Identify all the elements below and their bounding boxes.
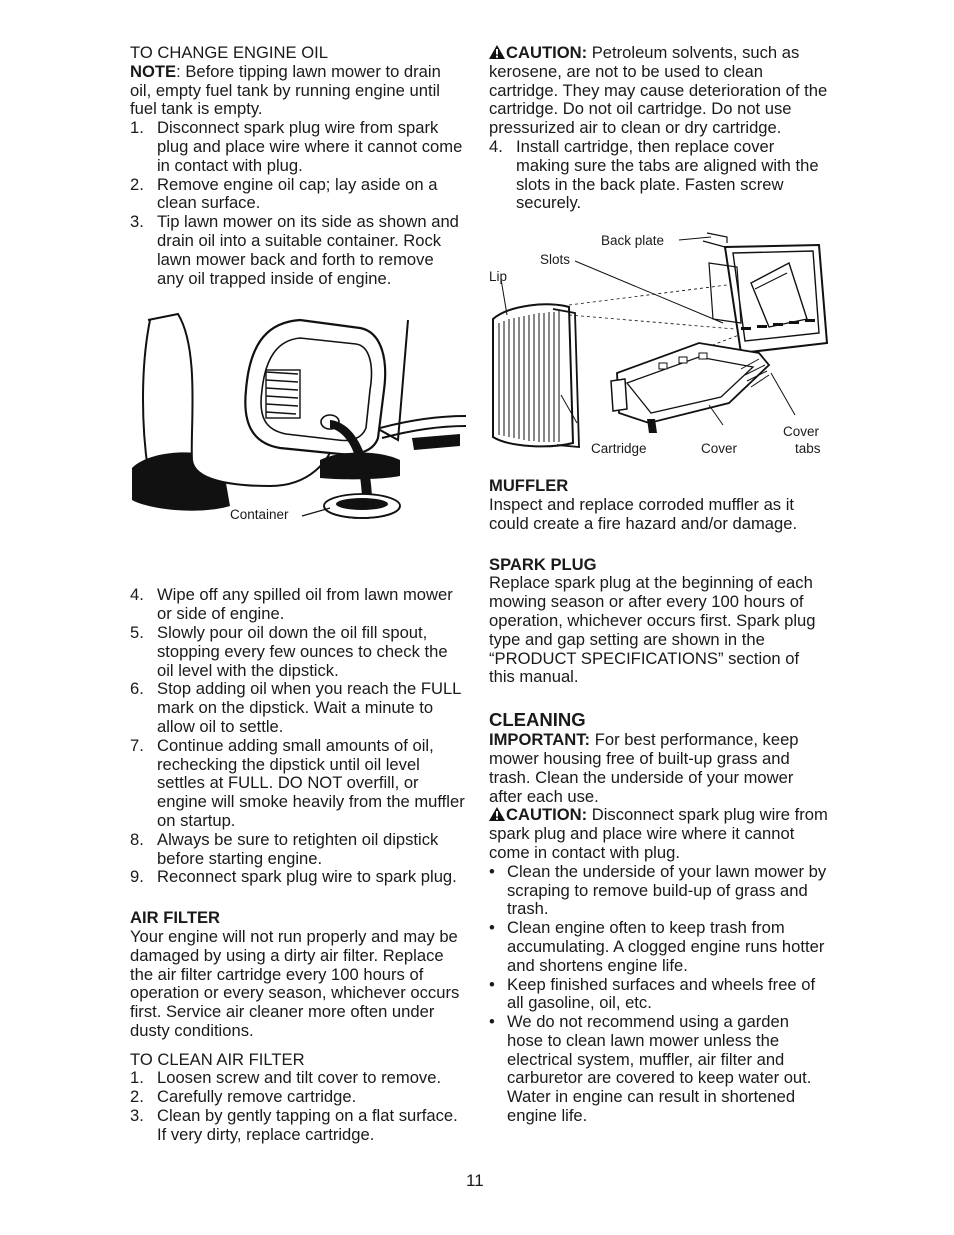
item-text: Remove engine oil cap; lay aside on a clean surface. bbox=[157, 174, 438, 213]
step-number: 3. bbox=[130, 1106, 144, 1126]
item-text: We do not recommend using a garden hose to clean lawn mower unless the electrical system, muffler, air filter and carburetor are covered to keep water out. Water in engine can result in shortened engine life. bbox=[507, 1012, 812, 1126]
step-number: 5. bbox=[130, 622, 144, 642]
air-filter-figure bbox=[489, 223, 829, 455]
air-filter-heading: AIR FILTER bbox=[130, 908, 221, 928]
list-item bbox=[130, 868, 465, 887]
spark-plug-text: Replace spark plug at the beginning of each mowing season or after every 100 hours of operation, whichever occurs first. Spark plug type and gap setting are shown in the “PRODUCT SPECIFICATIONS” section of this manual. bbox=[489, 573, 816, 687]
label-cover-tabs-2: tabs bbox=[795, 441, 821, 457]
oil-note bbox=[130, 63, 465, 119]
page-number: 11 bbox=[466, 1171, 484, 1190]
list-item bbox=[130, 586, 465, 624]
oil-steps-list-a bbox=[130, 119, 465, 288]
step-number: 2. bbox=[130, 174, 144, 194]
bullet-marker: • bbox=[489, 861, 495, 881]
muffler-text: Inspect and replace corroded muffler as it could create a fire hazard and/or damage. bbox=[489, 494, 798, 533]
label-slots: Slots bbox=[540, 252, 571, 268]
item-text: Reconnect spark plug wire to spark plug. bbox=[157, 867, 457, 887]
item-text: Wipe off any spilled oil from lawn mower or side of engine. bbox=[157, 585, 453, 624]
filter-step-4 bbox=[489, 138, 829, 213]
caution-label: CAUTION: bbox=[506, 805, 588, 825]
step-number: 4. bbox=[489, 136, 503, 156]
item-text: Carefully remove cartridge. bbox=[157, 1087, 357, 1107]
item-text: Clean by gently tapping on a flat surface. If very dirty, replace cartridge. bbox=[157, 1106, 458, 1144]
item-text: Continue adding small amounts of oil, rechecking the dipstick until oil level settles at FULL. DO NOT overfill, or engine will smoke heavily from the muffler on startup. bbox=[157, 735, 465, 830]
item-text: Clean the underside of your lawn mower by scraping to remove build-up of grass and trash. bbox=[507, 861, 827, 919]
bullet-item bbox=[489, 976, 829, 1014]
label-cover-tabs-1: Cover bbox=[783, 424, 820, 440]
cleaning-bullets-list bbox=[489, 863, 829, 1126]
caution-text: Petroleum solvents, such as kerosene, are not to be used to clean cartridge. They may cause deterioration of the cartridge. Do not oil cartridge. Do not use pressurized air to clean or dry cartridge. bbox=[489, 43, 828, 138]
item-text: Always be sure to retighten oil dipstick before starting engine. bbox=[157, 829, 439, 868]
step-number: 7. bbox=[130, 735, 144, 755]
label-lip: Lip bbox=[489, 269, 508, 285]
bullet-marker: • bbox=[489, 1012, 495, 1032]
step-number: 3. bbox=[130, 212, 144, 232]
label-container: Container bbox=[230, 507, 289, 523]
list-item bbox=[130, 1088, 465, 1107]
cleaning-heading: CLEANING bbox=[489, 709, 586, 731]
caution-spark-plug bbox=[489, 806, 829, 862]
warning-triangle-icon bbox=[489, 807, 505, 821]
muffler-heading: MUFFLER bbox=[489, 476, 569, 496]
step-text: Install cartridge, then replace cover making sure the tabs are aligned with the slots in the back plate. Fasten screw securely. bbox=[516, 136, 819, 213]
bullet-marker: • bbox=[489, 918, 495, 938]
list-item bbox=[130, 737, 465, 831]
oil-drain-figure bbox=[130, 310, 465, 564]
note-text: : Before tipping lawn mower to drain oil, empty fuel tank by running engine until fuel tank is empty. bbox=[130, 61, 441, 119]
important-note bbox=[489, 731, 829, 806]
bullet-item bbox=[489, 863, 829, 919]
item-text: Loosen screw and tilt cover to remove. bbox=[157, 1068, 442, 1088]
bullet-marker: • bbox=[489, 974, 495, 994]
item-text: Keep finished surfaces and wheels free of all gasoline, oil, etc. bbox=[507, 974, 816, 1013]
label-back-plate: Back plate bbox=[601, 233, 665, 249]
air-filter-text: Your engine will not run properly and may be damaged by using a dirty air filter. Replace the air filter cartridge every 100 hours of operation or every season, whichever occurs first. Service air cleaner more often under dusty conditions. bbox=[130, 926, 460, 1040]
step-number: 9. bbox=[130, 867, 144, 887]
caution-text: Disconnect spark plug wire from spark plug and place wire where it cannot come in contact with plug. bbox=[489, 805, 828, 862]
caution-petroleum bbox=[489, 44, 829, 138]
step-number: 6. bbox=[130, 679, 144, 699]
oil-steps-list-b bbox=[130, 586, 465, 887]
item-text: Disconnect spark plug wire from spark plug and place wire where it cannot come in contact with plug. bbox=[157, 118, 463, 175]
list-item bbox=[130, 624, 465, 680]
label-cover: Cover bbox=[701, 441, 738, 457]
label-cartridge: Cartridge bbox=[591, 441, 647, 457]
bullet-item bbox=[489, 1013, 829, 1126]
left-column bbox=[130, 44, 465, 1145]
caution-label: CAUTION: bbox=[506, 43, 588, 62]
step-number: 4. bbox=[130, 585, 144, 605]
list-item bbox=[130, 680, 465, 736]
step-number: 8. bbox=[130, 829, 144, 849]
note-label: NOTE bbox=[130, 61, 177, 81]
bullet-item bbox=[489, 919, 829, 975]
right-column bbox=[489, 44, 829, 1126]
list-item bbox=[130, 213, 465, 288]
item-text: Stop adding oil when you reach the FULL mark on the dipstick. Wait a minute to allow oil to settle. bbox=[157, 679, 461, 736]
clean-filter-heading: TO CLEAN AIR FILTER bbox=[130, 1049, 305, 1069]
spark-plug-heading: SPARK PLUG bbox=[489, 554, 597, 574]
warning-triangle-icon bbox=[489, 45, 505, 59]
step-number: 1. bbox=[130, 1068, 144, 1088]
list-item bbox=[130, 1069, 465, 1088]
list-item bbox=[130, 1107, 465, 1145]
list-item bbox=[130, 176, 465, 214]
important-text: For best performance, keep mower housing free of built-up grass and trash. Clean the underside of your mower after each use. bbox=[489, 730, 799, 806]
item-text: Clean engine often to keep trash from accumulating. A clogged engine runs hotter and shortens engine life. bbox=[507, 918, 825, 975]
list-item bbox=[130, 831, 465, 869]
mower-tipped-illustration bbox=[130, 310, 466, 564]
step-number: 2. bbox=[130, 1087, 144, 1107]
list-item bbox=[130, 119, 465, 175]
filter-steps-list bbox=[130, 1069, 465, 1144]
item-text: Slowly pour oil down the oil fill spout, stopping every few ounces to check the oil level with the dipstick. bbox=[157, 622, 448, 680]
item-text: Tip lawn mower on its side as shown and drain oil into a suitable container. Rock lawn mower back and forth to remove any oil trapped inside of engine. bbox=[157, 212, 459, 288]
step-number: 1. bbox=[130, 118, 144, 138]
oil-change-heading: TO CHANGE ENGINE OIL bbox=[130, 43, 328, 62]
important-label: IMPORTANT: bbox=[489, 730, 591, 750]
